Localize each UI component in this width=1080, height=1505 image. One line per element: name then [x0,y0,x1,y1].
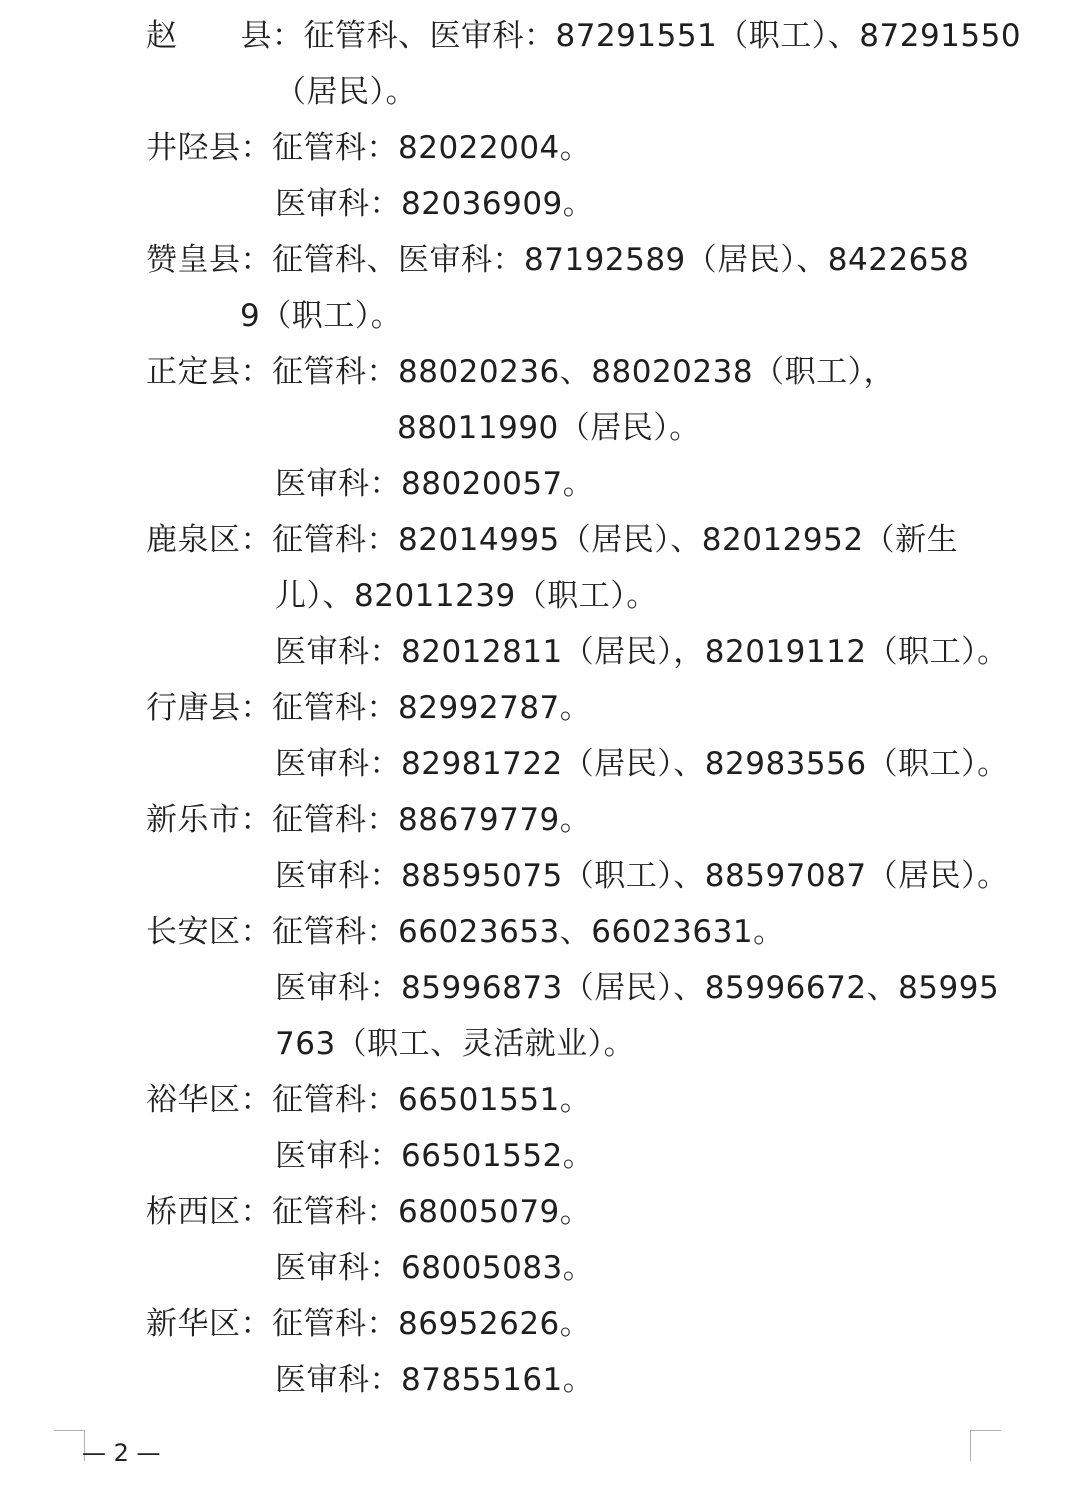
text-line: 医审科：87855161。 [275,1362,595,1398]
text-line: 医审科：85996873（居民）、85996672、85995 [275,970,1000,1006]
text-line: 医审科：68005083。 [275,1250,595,1286]
text-line: 新乐市：征管科：88679779。 [146,802,592,838]
text-line: 赵 县：征管科、医审科：87291551（职工）、87291550 [146,18,1022,54]
text-line: 763（职工、灵活就业）。 [275,1026,636,1062]
text-line: 88011990（居民）。 [397,410,701,446]
text-line: 新华区：征管科：86952626。 [146,1306,592,1342]
page-number: — 2 — [82,1439,161,1467]
text-line: 医审科：82036909。 [275,186,595,222]
crop-mark-right [970,1430,1001,1461]
text-line: 井陉县：征管科：82022004。 [146,130,592,166]
text-line: 裕华区：征管科：66501551。 [146,1082,592,1118]
text-line: （居民）。 [275,74,417,110]
text-line: 桥西区：征管科：68005079。 [146,1194,592,1230]
text-line: 医审科：82981722（居民）、82983556（职工）。 [275,746,1009,782]
text-line: 行唐县：征管科：82992787。 [146,690,592,726]
text-line: 医审科：88020057。 [275,466,595,502]
text-line: 儿）、82011239（职工）。 [275,578,658,614]
text-line: 赞皇县：征管科、医审科：87192589（居民）、8422658 [146,242,970,278]
crop-mark-left [54,1430,85,1461]
text-line: 鹿泉区：征管科：82014995（居民）、82012952（新生 [146,522,959,558]
text-line: 9（职工）。 [240,298,403,334]
text-line: 长安区：征管科：66023653、66023631。 [146,914,785,950]
text-line: 医审科：88595075（职工）、88597087（居民）。 [275,858,1009,894]
text-line: 医审科：82012811（居民），82019112（职工）。 [275,634,1009,670]
text-line: 正定县：征管科：88020236、88020238（职工）， [146,354,896,390]
text-line: 医审科：66501552。 [275,1138,595,1174]
